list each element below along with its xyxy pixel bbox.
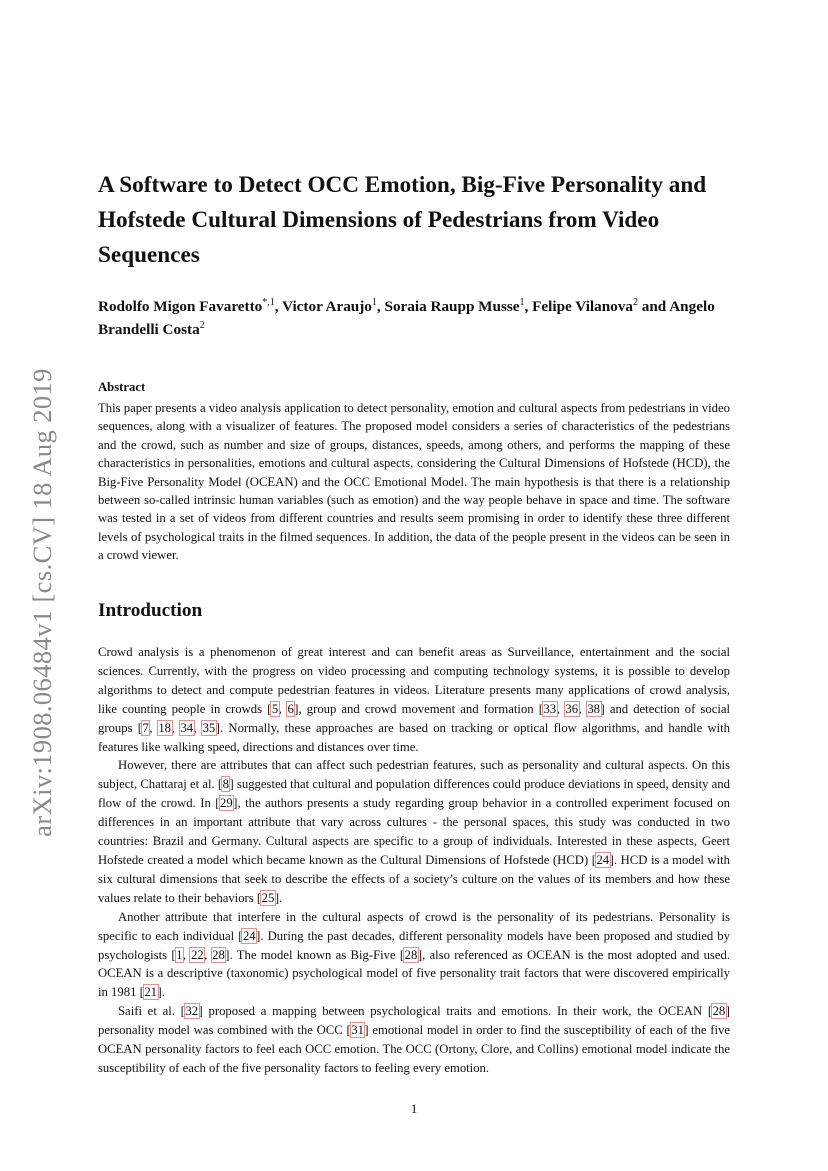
citation-link[interactable]: 24 xyxy=(242,928,256,943)
arxiv-identifier xyxy=(22,355,62,850)
body-text-run: , xyxy=(204,947,212,962)
author-name: Rodolfo Migon Favaretto xyxy=(98,298,263,315)
citation-link[interactable]: 24 xyxy=(596,852,610,867)
body-text-run: , xyxy=(278,701,287,716)
citation-link[interactable]: 28 xyxy=(712,1004,726,1019)
section-heading-introduction: Introduction xyxy=(98,600,203,621)
citation-link[interactable]: 29 xyxy=(220,796,233,811)
body-text-run: ] suggested that cultural and population differences could produce deviations in speed, density and flow of the crowd. In [ xyxy=(98,777,730,811)
citation-link[interactable]: 21 xyxy=(144,985,158,1000)
author-separator: and xyxy=(637,298,670,315)
citation-link[interactable]: 6 xyxy=(287,701,294,716)
body-text-run: ] and detection of social groups [ xyxy=(98,701,731,735)
body-text-run: ]. The model known as Big-Five [ xyxy=(225,947,405,962)
citation-link[interactable]: 31 xyxy=(351,1023,364,1038)
body-paragraph xyxy=(98,908,730,1003)
citation-link[interactable]: 22 xyxy=(190,947,204,962)
author-separator: , xyxy=(376,298,385,315)
body-text-run: ]. xyxy=(274,890,283,905)
citation-link[interactable]: 32 xyxy=(185,1004,199,1019)
body-text-run: Another attribute that interfere in the cultural aspects of crowd is the personality of its pedestrians. Personality is specific to each individual [ xyxy=(98,909,730,943)
body-text-run: , xyxy=(556,701,565,716)
author-affiliation-mark: *,1 xyxy=(262,296,275,308)
author-separator: , xyxy=(524,298,533,315)
body-text-run: ], the authors presents a study regarding group behavior in a controlled experiment focused on differences in an important attribute that vary across cultures - the personal spaces, this study was conducted in two countries: Brazil and Germany. Cultural aspects are specific to a group of individuals. Interested in these aspects, Geert Hofstede created a model which became known as the Cultural Dimensions of Hofstede (HCD) [ xyxy=(98,796,730,867)
body-text-run: ]. Normally, these approaches are based on tracking or optical flow algorithms, and handle with features like walking speed, directions and distances over time. xyxy=(98,720,731,754)
citation-link[interactable]: 7 xyxy=(142,720,149,735)
body-text-run: ], also referenced as OCEAN is the most adopted and used. OCEAN is a descriptive (taxonomic) psychological model of five personality trait factors that were discovered empirically in 1981 [ xyxy=(98,947,731,1000)
author-name: Soraia Raupp Musse xyxy=(384,298,520,315)
body-text-run: , xyxy=(182,947,191,962)
body-text-run: ]. HCD is a model with six cultural dimensions that seek to describe the effects of a society’s culture on the values of its members and how these values relate to their behaviors [ xyxy=(98,852,730,905)
author-affiliation-mark: 1 xyxy=(371,296,377,308)
citation-link[interactable]: 18 xyxy=(158,720,171,735)
body-text-run: ]. During the past decades, different personality models have been proposed and studied by psychologists [ xyxy=(98,928,730,962)
citation-link[interactable]: 33 xyxy=(543,701,557,716)
body-text-run: Saifi et al. [ xyxy=(118,1004,185,1019)
body-text-run: However, there are attributes that can affect such pedestrian features, such as personality and cultural aspects. On this subject, Chattaraj et al. [ xyxy=(98,758,730,792)
author-name: Felipe Vilanova xyxy=(532,298,633,315)
page-number: 1 xyxy=(410,1102,418,1116)
citation-link[interactable]: 5 xyxy=(271,701,279,716)
citation-link[interactable]: 38 xyxy=(587,701,601,716)
body-text-run: ]. xyxy=(157,985,165,1000)
body-text-run: , xyxy=(149,720,158,735)
citation-link[interactable]: 28 xyxy=(404,947,418,962)
body-text-run: ] emotional model in order to find the susceptibility of each of the five OCEAN personality factors to feel each OCC emotion. The OCC (Ortony, Clore, and Collins) emotional model indicate the susceptibility of each of the five personality factors to feeling every emotion. xyxy=(98,1023,730,1075)
author-name: Angelo Brandelli Costa xyxy=(98,298,715,338)
body-text-run: , xyxy=(193,720,203,735)
citation-link[interactable]: 28 xyxy=(212,947,225,962)
introduction-body xyxy=(98,643,730,1078)
citation-link[interactable]: 8 xyxy=(222,777,229,792)
body-text-run: ] proposed a mapping between psychological traits and emotions. In their work, the OCEAN [ xyxy=(198,1004,713,1019)
author-affiliation-mark: 2 xyxy=(632,296,638,308)
body-paragraph xyxy=(98,756,730,907)
body-text-run: ], group and crowd movement and formation [ xyxy=(294,701,543,716)
arxiv-identifier-text: arXiv:1908.06484v1 [cs.CV] 18 Aug 2019 xyxy=(26,368,57,837)
author-separator: , xyxy=(274,298,283,315)
body-text-run: ] personality model was combined with the OCC [ xyxy=(98,1004,730,1038)
body-paragraph xyxy=(98,1002,730,1078)
author-name: Victor Araujo xyxy=(282,298,372,315)
body-text-run: Crowd analysis is a phenomenon of great interest and can benefit areas as Surveillance, entertainment and the social sciences. Currently, with the progress on video processing and computing technology systems, it is possible to develop algorithms to detect and compute pedestrian features in videos. Literature presents many applications of crowd analysis, like counting people in crowds [ xyxy=(98,645,730,716)
paper-title: A Software to Detect OCC Emotion, Big-Five Personality and Hofstede Cultural Dimensions of Pedestrians from Video Sequences xyxy=(98,172,707,268)
citation-link[interactable]: 35 xyxy=(202,720,216,735)
body-text-run: , xyxy=(578,701,587,716)
author-affiliation-mark: 1 xyxy=(519,296,525,308)
citation-link[interactable]: 36 xyxy=(565,701,579,716)
abstract-text: This paper presents a video analysis application to detect personality, emotion and cultural aspects from pedestrians in video sequences, along with a visualizer of features. The proposed model considers a series of characteristics of the pedestrians and the crowd, such as number and size of groups, distances, speeds, among others, and performs the mapping of these characteristics in personalities, emotions and cultural aspects, considering the Cultural Dimensions of Hofstede (HCD), the Big-Five Personality Model (OCEAN) and the OCC Emotional Model. The main hypothesis is that there is a relationship between so-called intrinsic human variables (such as emotion) and the way people behave in space and time. The software was tested in a set of videos from different countries and results seem promising in order to identify these three different levels of psychological traits in the filmed sequences. In addition, the data of the people present in the videos can be seen in a crowd viewer. xyxy=(98,401,730,563)
citation-link[interactable]: 34 xyxy=(180,720,194,735)
body-paragraph xyxy=(98,643,730,756)
author-affiliation-mark: 2 xyxy=(199,319,205,331)
abstract-heading: Abstract xyxy=(98,380,146,394)
author-list xyxy=(98,295,730,341)
citation-link[interactable]: 1 xyxy=(176,947,183,962)
body-text-run: , xyxy=(171,720,180,735)
citation-link[interactable]: 25 xyxy=(261,890,275,905)
